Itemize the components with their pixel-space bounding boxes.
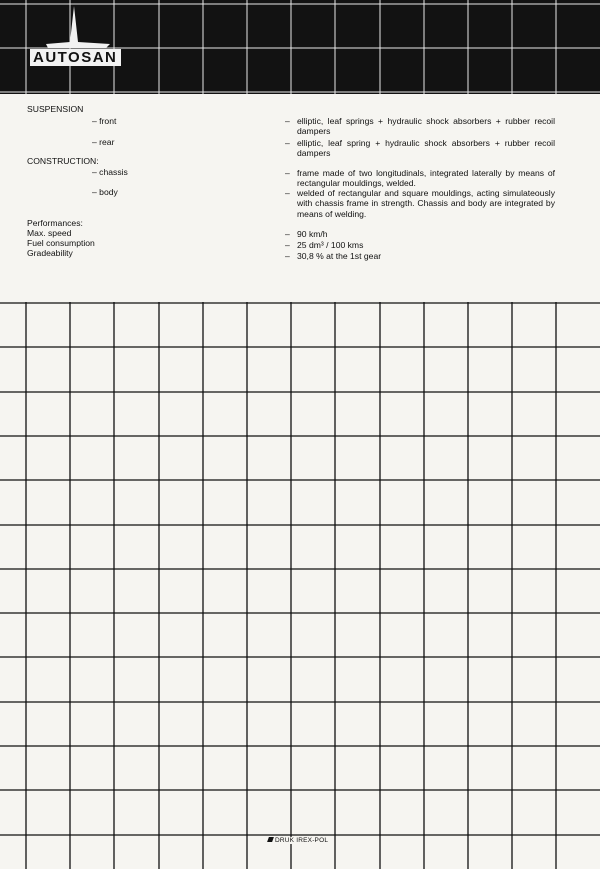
brand-logo-text: AUTOSAN <box>30 49 121 66</box>
construction-body-value: welded of rectangular and square mouldings, acting simulateously with chassis frame in strength. Chassis and body are integrated by means of welding. <box>297 188 555 219</box>
dash: – <box>285 188 290 198</box>
fuel-consumption-value: 25 dm³ / 100 kms <box>297 240 364 250</box>
construction-chassis-value: frame made of two longitudinals, integrated laterally by means of rectangular mouldings, welded. <box>297 168 555 189</box>
printer-name: DRUK IREX-POL <box>275 837 329 844</box>
page-grid <box>0 302 600 869</box>
construction-heading: CONSTRUCTION: <box>27 156 99 166</box>
suspension-rear-label: – rear <box>92 137 115 147</box>
printer-imprint <box>266 837 330 844</box>
suspension-front-label: – front <box>92 116 117 126</box>
construction-body-label: – body <box>92 187 118 197</box>
dash: – <box>285 138 290 148</box>
suspension-rear-value: elliptic, leaf spring + hydraulic shock absorbers + rubber recoil dampers <box>297 138 555 159</box>
max-speed-value: 90 km/h <box>297 229 328 239</box>
suspension-heading: SUSPENSION <box>27 104 84 114</box>
printer-mark-icon <box>267 837 274 842</box>
max-speed-label: Max. speed <box>27 228 72 238</box>
dash: – <box>285 116 290 126</box>
dash: – <box>285 240 290 250</box>
dash: – <box>285 251 290 261</box>
gradeability-value: 30,8 % at the 1st gear <box>297 251 382 261</box>
dash: – <box>285 229 290 239</box>
fuel-consumption-label: Fuel consumption <box>27 238 95 248</box>
gradeability-label: Gradeability <box>27 248 73 258</box>
specifications <box>0 0 600 300</box>
construction-chassis-label: – chassis <box>92 167 128 177</box>
suspension-front-value: elliptic, leaf springs + hydraulic shock absorbers + rubber recoil dampers <box>297 116 555 137</box>
performances-heading: Performances: <box>27 218 83 228</box>
dash: – <box>285 168 290 178</box>
